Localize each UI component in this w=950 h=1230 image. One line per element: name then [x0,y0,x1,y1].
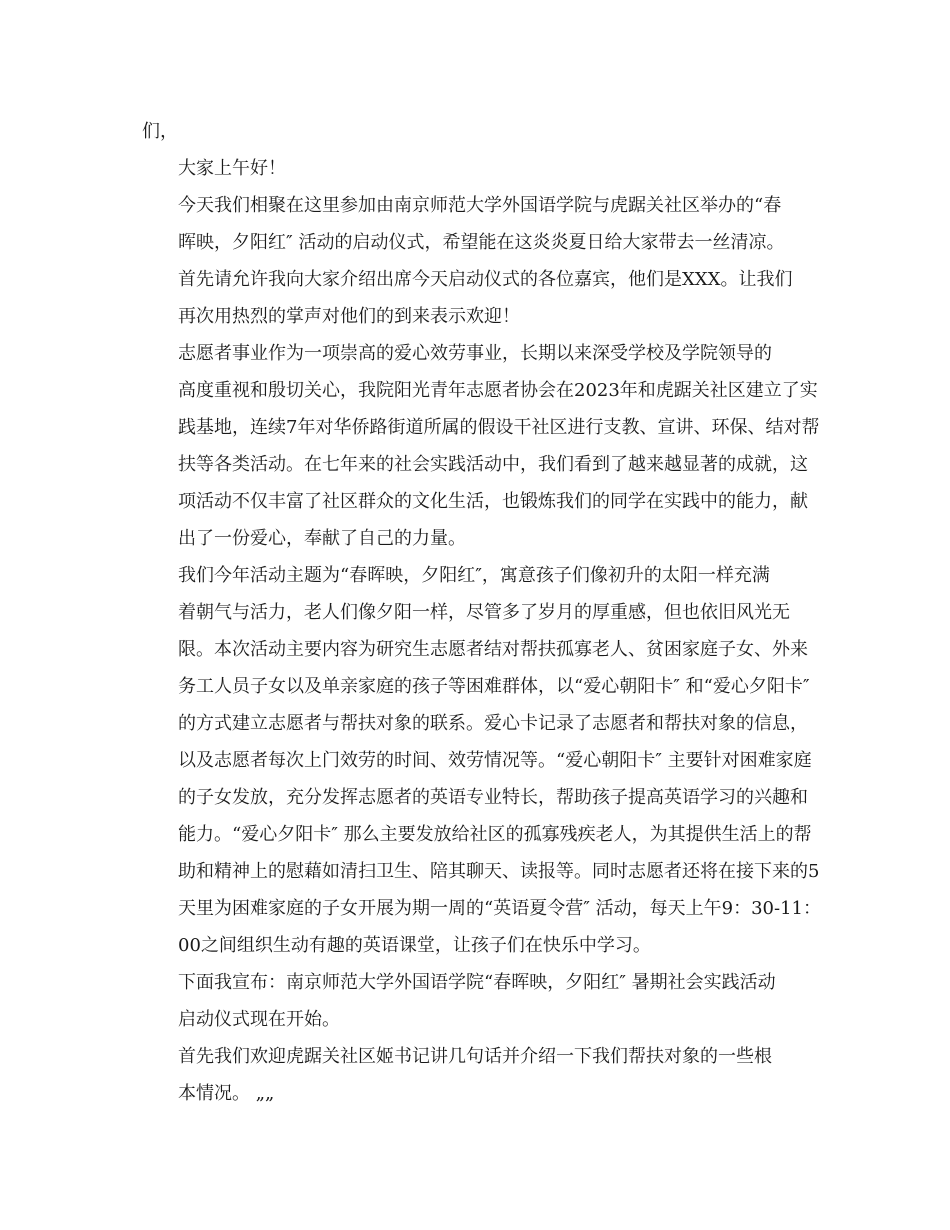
text-line: 00之间组织生动有趣的英语课堂，让孩子们在快乐中学习。 [178,935,651,956]
text-line: 以及志愿者每次上门效劳的时间、效劳情况等。“爱心朝阳卡″ 主要针对困难家庭 [178,750,812,771]
text-line: 大家上午好！ [178,158,286,179]
text-line: 高度重视和殷切关心，我院阳光青年志愿者协会在2023年和虎踞关社区建立了实 [178,380,818,401]
text-line: 志愿者事业作为一项崇高的爱心效劳事业，长期以来深受学校及学院领导的 [178,343,772,364]
text-line: 出了一份爱心，奉献了自己的力量。 [178,528,466,549]
text-line: 今天我们相聚在这里参加由南京师范大学外国语学院与虎踞关社区举办的“春 [178,195,782,216]
text-line: 助和精神上的慰藉如清扫卫生、陪其聊天、读报等。同时志愿者还将在接下来的5 [178,861,820,882]
text-line: 的子女发放，充分发挥志愿者的英语专业特长，帮助孩子提高英语学习的兴趣和 [178,787,808,808]
text-line: 下面我宣布：南京师范大学外国语学院“春晖映，夕阳红″ 暑期社会实践活动 [178,972,776,993]
text-line: 项活动不仅丰富了社区群众的文化生活，也锻炼我们的同学在实践中的能力，献 [178,491,808,512]
text-line: 践基地，连续7年对华侨路街道所属的假设干社区进行支教、宣讲、环保、结对帮 [178,417,820,438]
text-line: 再次用热烈的掌声对他们的到来表示欢迎！ [178,306,520,327]
text-line: 扶等各类活动。在七年来的社会实践活动中，我们看到了越来越显著的成就，这 [178,454,808,475]
text-line: 天里为困难家庭的子女开展为期一周的“英语夏令营″ 活动，每天上午9：30-11： [178,898,821,919]
paragraph-activity-theme [142,557,821,964]
text-line: 限。本次活动主要内容为研究生志愿者结对帮扶孤寡老人、贫困家庭子女、外来 [178,639,808,660]
paragraph-intro [142,187,817,261]
text-line: 的方式建立志愿者与帮扶对象的联系。爱心卡记录了志愿者和帮扶对象的信息， [178,713,808,734]
document-body [142,113,821,1112]
text-line: 本情况。 „„ [178,1083,275,1104]
text-line: 首先我们欢迎虎踞关社区姬书记讲几句话并介绍一下我们帮扶对象的一些根 [178,1046,772,1067]
paragraph-volunteer-history [142,335,820,557]
text-line: 着朝气与活力，老人们像夕阳一样，尽管多了岁月的厚重感，但也依旧风光无 [178,602,790,623]
paragraph-announcement [142,964,817,1038]
paragraph-greeting [142,150,817,187]
text-line: 我们今年活动主题为“春晖映，夕阳红″，寓意孩子们像初升的太阳一样充满 [178,565,770,586]
text-line: 务工人员子女以及单亲家庭的孩子等困难群体，以“爱心朝阳卡″ 和“爱心夕阳卡″ [178,676,810,697]
text-line: 们， [142,121,178,142]
text-line: 启动仪式现在开始。 [178,1009,340,1030]
paragraph-greeting-continuation [142,113,817,150]
paragraph-guests [142,261,817,335]
text-line: 首先请允许我向大家介绍出席今天启动仪式的各位嘉宾，他们是XXX。让我们 [178,269,793,290]
paragraph-welcome-secretary [142,1038,817,1112]
text-line: 晖映，夕阳红″ 活动的启动仪式，希望能在这炎炎夏日给大家带去一丝清凉。 [178,232,785,253]
text-line: 能力。“爱心夕阳卡″ 那么主要发放给社区的孤寡残疾老人，为其提供生活上的帮 [178,824,812,845]
